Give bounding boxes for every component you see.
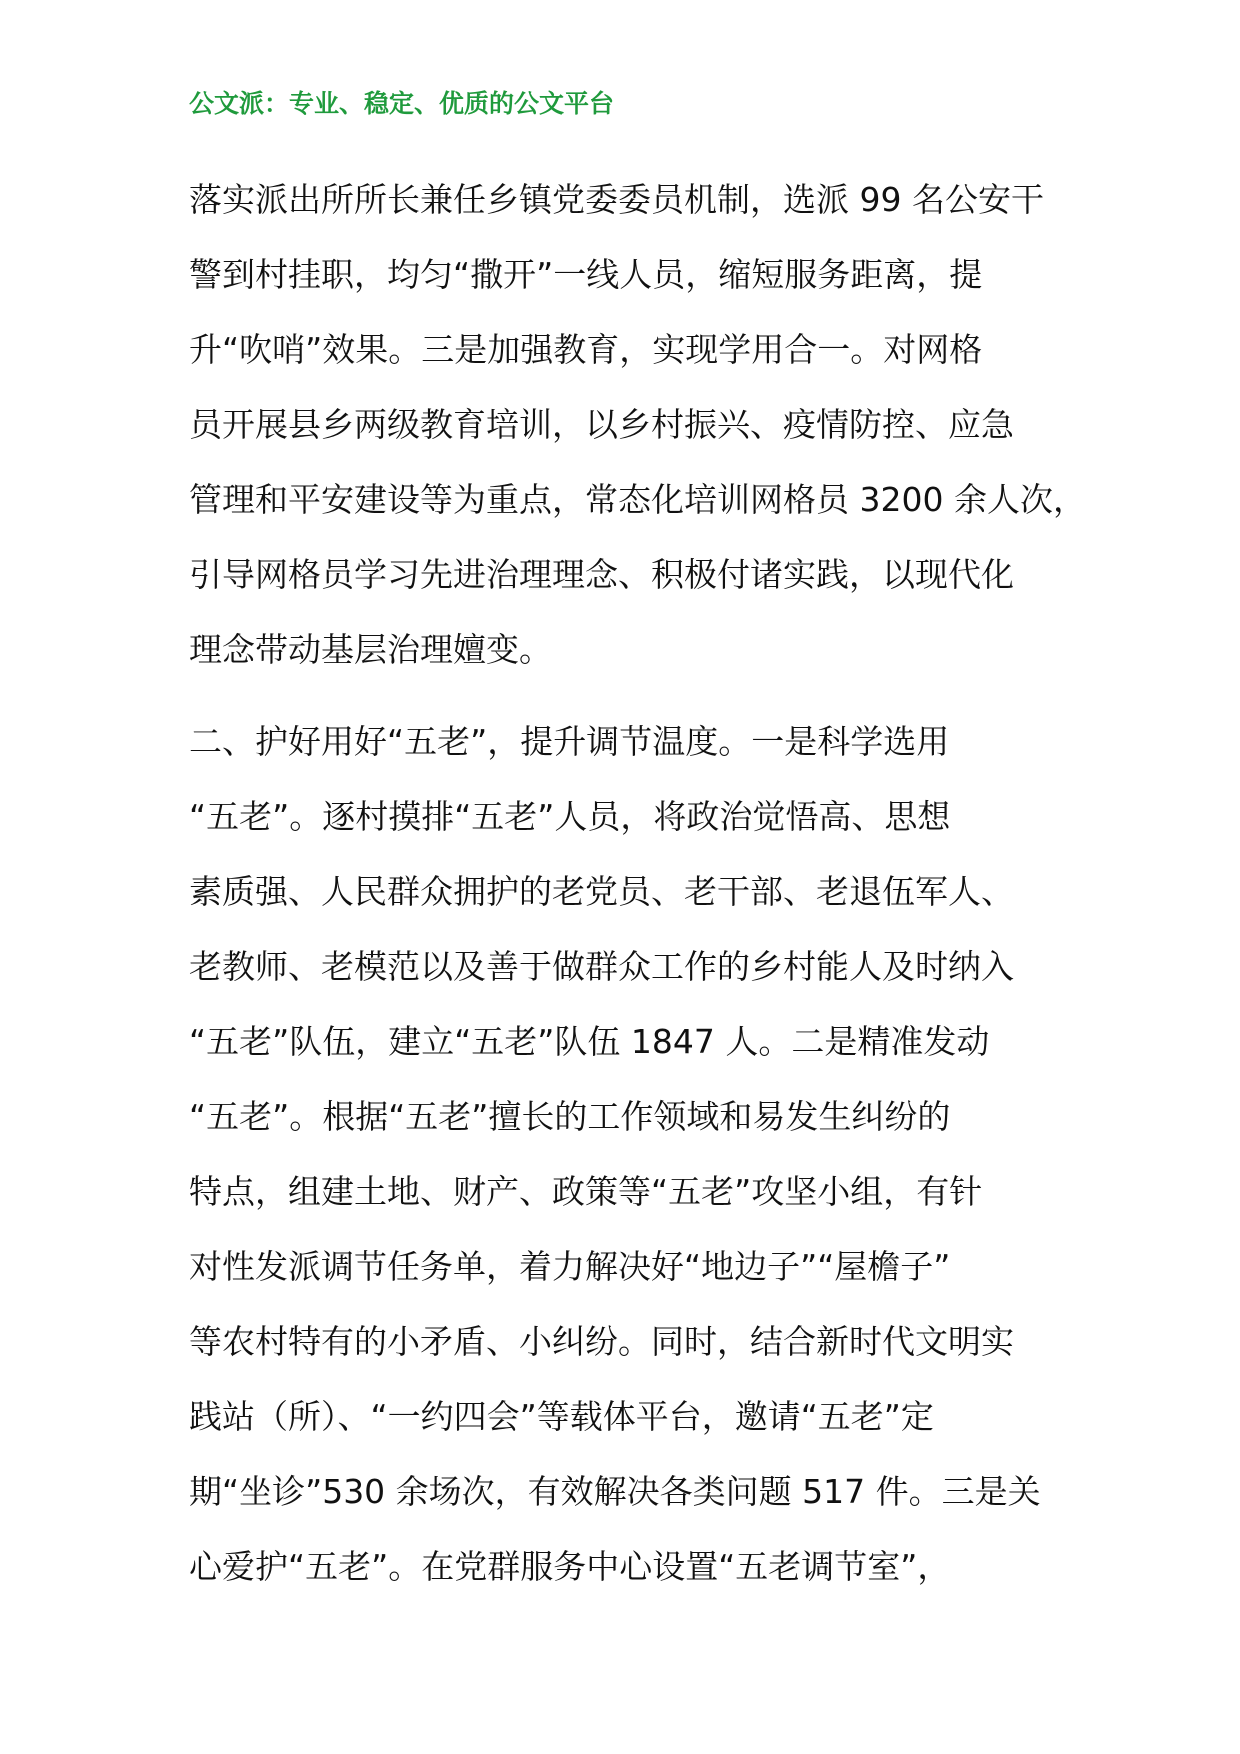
text-line: “五老”队伍，建立“五老”队伍 1847 人。二是精准发动 (189, 1022, 990, 1061)
text-line: 二、护好用好“五老”，提升调节温度。一是科学选用 (189, 722, 950, 761)
text-line: 心爱护“五老”。在党群服务中心设置“五老调节室”， (189, 1547, 951, 1586)
paragraph-spacer (189, 687, 1089, 704)
text-line: 期“坐诊”530 余场次，有效解决各类问题 517 件。三是关 (189, 1472, 1041, 1511)
text-line: “五老”。逐村摸排“五老”人员，将政治觉悟高、思想 (189, 797, 951, 836)
text-line: 管理和平安建设等为重点，常态化培训网格员 3200 余人次， (189, 480, 1086, 519)
text-line: 素质强、人民群众拥护的老党员、老干部、老退伍军人、 (189, 872, 1014, 911)
paragraph-2 (189, 704, 1089, 1604)
text-line: 理念带动基层治理嬗变。 (189, 630, 552, 669)
text-line: 对性发派调节任务单，着力解决好“地边子”“屋檐子” (189, 1247, 951, 1286)
document-header: 公文派：专业、稳定、优质的公文平台 (189, 89, 615, 118)
text-line: 落实派出所所长兼任乡镇党委委员机制，选派 99 名公安干 (189, 180, 1044, 219)
text-line: 践站（所）、“一约四会”等载体平台，邀请“五老”定 (189, 1397, 934, 1436)
document-body (189, 162, 1089, 1604)
text-line: 引导网格员学习先进治理理念、积极付诸实践，以现代化 (189, 555, 1014, 594)
paragraph-1 (189, 162, 1089, 687)
text-line: 升“吹哨”效果。三是加强教育，实现学用合一。对网格 (189, 330, 983, 369)
text-line: 员开展县乡两级教育培训，以乡村振兴、疫情防控、应急 (189, 405, 1014, 444)
text-line: 老教师、老模范以及善于做群众工作的乡村能人及时纳入 (189, 947, 1014, 986)
text-line: “五老”。根据“五老”擅长的工作领域和易发生纠纷的 (189, 1097, 951, 1136)
text-line: 等农村特有的小矛盾、小纠纷。同时，结合新时代文明实 (189, 1322, 1014, 1361)
text-line: 特点，组建土地、财产、政策等“五老”攻坚小组，有针 (189, 1172, 983, 1211)
text-line: 警到村挂职，均匀“撒开”一线人员，缩短服务距离，提 (189, 255, 983, 294)
